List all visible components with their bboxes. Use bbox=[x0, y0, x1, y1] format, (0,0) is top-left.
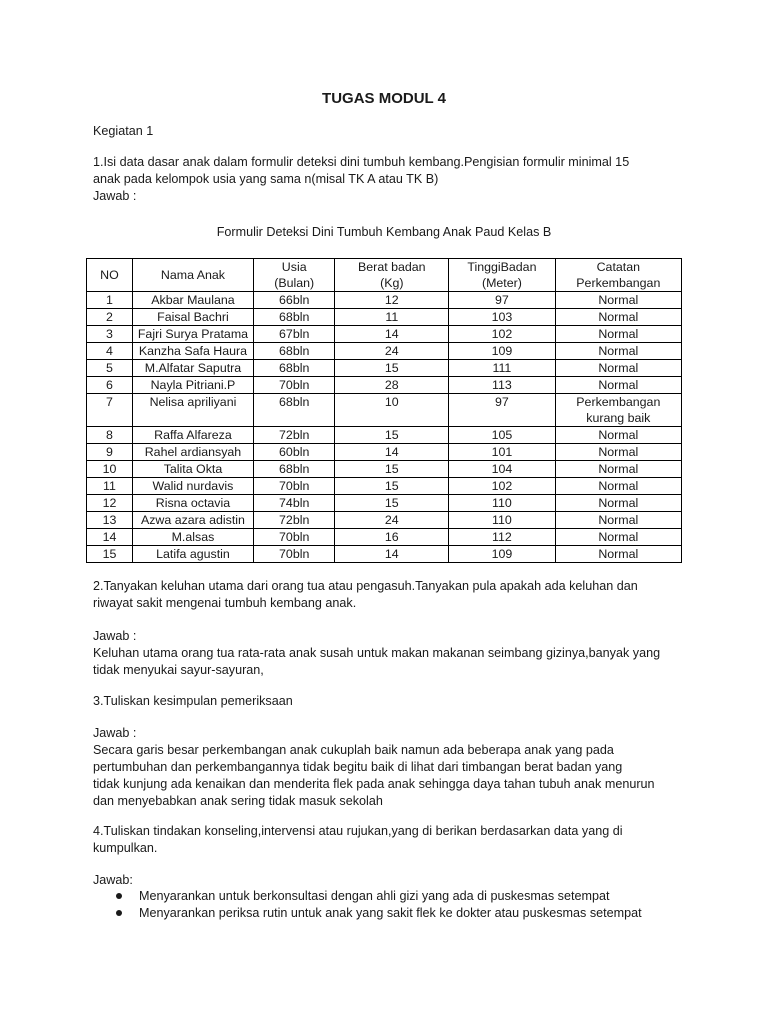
answer-2-line: tidak menyukai sayur-sayuran, bbox=[93, 663, 264, 677]
cell-notes: Normal bbox=[555, 292, 681, 309]
cell-name: Fajri Surya Pratama bbox=[132, 326, 253, 343]
cell-name: M.alsas bbox=[132, 529, 253, 546]
answer-3-line: tidak kunjung ada kenaikan dan menderita flek pada anak sehingga daya tahan tubuh anak menurun bbox=[93, 777, 655, 791]
cell-age: 66bln bbox=[254, 292, 335, 309]
question-4-line: 4.Tuliskan tindakan konseling,intervensi atau rujukan,yang di berikan berdasarkan data yang di bbox=[93, 824, 623, 838]
table-row bbox=[87, 377, 682, 394]
table-row bbox=[87, 343, 682, 360]
cell-no: 13 bbox=[87, 512, 133, 529]
cell-no: 14 bbox=[87, 529, 133, 546]
cell-no: 12 bbox=[87, 495, 133, 512]
cell-age: 68bln bbox=[254, 360, 335, 377]
cell-notes: Normal bbox=[555, 377, 681, 394]
cell-name: M.Alfatar Saputra bbox=[132, 360, 253, 377]
header-name: Nama Anak bbox=[132, 259, 253, 292]
table-row bbox=[87, 546, 682, 563]
cell-age: 68bln bbox=[254, 394, 335, 427]
question-3: 3.Tuliskan kesimpulan pemeriksaan bbox=[93, 694, 293, 708]
cell-notes: Normal bbox=[555, 546, 681, 563]
list-item-text: Menyarankan untuk berkonsultasi dengan ahli gizi yang ada di puskesmas setempat bbox=[139, 889, 610, 903]
cell-weight: 24 bbox=[335, 512, 449, 529]
cell-age: 70bln bbox=[254, 546, 335, 563]
cell-notes: Perkembangan kurang baik bbox=[555, 394, 681, 427]
question-2-line: 2.Tanyakan keluhan utama dari orang tua atau pengasuh.Tanyakan pula apakah ada keluhan dan bbox=[93, 579, 638, 593]
cell-height: 103 bbox=[449, 309, 555, 326]
cell-notes: Normal bbox=[555, 461, 681, 478]
cell-notes: Normal bbox=[555, 427, 681, 444]
cell-height: 109 bbox=[449, 546, 555, 563]
cell-no: 7 bbox=[87, 394, 133, 427]
cell-height: 97 bbox=[449, 394, 555, 427]
question-1 bbox=[93, 154, 683, 205]
header-age: Usia (Bulan) bbox=[254, 259, 335, 292]
cell-weight: 24 bbox=[335, 343, 449, 360]
cell-no: 9 bbox=[87, 444, 133, 461]
cell-height: 110 bbox=[449, 495, 555, 512]
cell-height: 111 bbox=[449, 360, 555, 377]
cell-weight: 12 bbox=[335, 292, 449, 309]
cell-weight: 16 bbox=[335, 529, 449, 546]
table-row bbox=[87, 394, 682, 427]
table-row bbox=[87, 529, 682, 546]
answer-3 bbox=[93, 725, 683, 810]
cell-notes: Normal bbox=[555, 360, 681, 377]
cell-no: 3 bbox=[87, 326, 133, 343]
cell-name: Rahel ardiansyah bbox=[132, 444, 253, 461]
cell-height: 104 bbox=[449, 461, 555, 478]
form-title: Formulir Deteksi Dini Tumbuh Kembang Anak Paud Kelas B bbox=[216, 225, 552, 239]
cell-height: 113 bbox=[449, 377, 555, 394]
cell-age: 68bln bbox=[254, 309, 335, 326]
cell-age: 68bln bbox=[254, 343, 335, 360]
cell-age: 70bln bbox=[254, 529, 335, 546]
cell-age: 68bln bbox=[254, 461, 335, 478]
question-2 bbox=[93, 578, 683, 612]
cell-no: 11 bbox=[87, 478, 133, 495]
activity-label: Kegiatan 1 bbox=[93, 124, 154, 138]
cell-name: Azwa azara adistin bbox=[132, 512, 253, 529]
bullet-icon bbox=[116, 893, 122, 899]
cell-height: 101 bbox=[449, 444, 555, 461]
cell-no: 5 bbox=[87, 360, 133, 377]
cell-height: 112 bbox=[449, 529, 555, 546]
cell-notes: Normal bbox=[555, 495, 681, 512]
cell-height: 97 bbox=[449, 292, 555, 309]
cell-name: Latifa agustin bbox=[132, 546, 253, 563]
cell-name: Kanzha Safa Haura bbox=[132, 343, 253, 360]
cell-no: 15 bbox=[87, 546, 133, 563]
cell-no: 6 bbox=[87, 377, 133, 394]
bullet-list bbox=[93, 888, 713, 922]
table-row bbox=[87, 427, 682, 444]
cell-age: 72bln bbox=[254, 512, 335, 529]
cell-name: Walid nurdavis bbox=[132, 478, 253, 495]
cell-name: Faisal Bachri bbox=[132, 309, 253, 326]
cell-weight: 15 bbox=[335, 360, 449, 377]
cell-name: Akbar Maulana bbox=[132, 292, 253, 309]
cell-age: 72bln bbox=[254, 427, 335, 444]
cell-age: 70bln bbox=[254, 377, 335, 394]
cell-no: 8 bbox=[87, 427, 133, 444]
cell-weight: 10 bbox=[335, 394, 449, 427]
question-4-line: kumpulkan. bbox=[93, 841, 158, 855]
cell-height: 102 bbox=[449, 478, 555, 495]
question-1-line: anak pada kelompok usia yang sama n(misal TK A atau TK B) bbox=[93, 172, 439, 186]
cell-no: 10 bbox=[87, 461, 133, 478]
cell-weight: 15 bbox=[335, 427, 449, 444]
table-row bbox=[87, 444, 682, 461]
header-notes: Catatan Perkembangan bbox=[555, 259, 681, 292]
page-title: TUGAS MODUL 4 bbox=[322, 90, 446, 107]
cell-weight: 15 bbox=[335, 478, 449, 495]
table-header-row bbox=[87, 259, 682, 292]
cell-no: 4 bbox=[87, 343, 133, 360]
cell-weight: 28 bbox=[335, 377, 449, 394]
answer-2-line: Keluhan utama orang tua rata-rata anak susah untuk makan makanan seimbang gizinya,banyak yang bbox=[93, 646, 661, 660]
table-body bbox=[87, 292, 682, 563]
cell-age: 70bln bbox=[254, 478, 335, 495]
answer-3-line: dan menyebabkan anak sering tidak masuk sekolah bbox=[93, 794, 383, 808]
answer-label: Jawab : bbox=[93, 726, 137, 740]
table-row bbox=[87, 461, 682, 478]
cell-no: 2 bbox=[87, 309, 133, 326]
list-item bbox=[93, 905, 713, 922]
table-row bbox=[87, 360, 682, 377]
header-no: NO bbox=[87, 259, 133, 292]
header-height: TinggiBadan (Meter) bbox=[449, 259, 555, 292]
cell-name: Raffa Alfareza bbox=[132, 427, 253, 444]
question-4 bbox=[93, 823, 683, 857]
table-row bbox=[87, 309, 682, 326]
cell-weight: 14 bbox=[335, 444, 449, 461]
answer-3-line: Secara garis besar perkembangan anak cukuplah baik namun ada beberapa anak yang pada bbox=[93, 743, 614, 757]
bullet-icon bbox=[116, 910, 122, 916]
cell-notes: Normal bbox=[555, 529, 681, 546]
table-row bbox=[87, 512, 682, 529]
table-row bbox=[87, 326, 682, 343]
answer-label: Jawab : bbox=[93, 629, 137, 643]
cell-age: 67bln bbox=[254, 326, 335, 343]
question-2-line: riwayat sakit mengenai tumbuh kembang anak. bbox=[93, 596, 357, 610]
answer-3-line: pertumbuhan dan perkembangannya tidak begitu baik di lihat dari timbangan berat badan yang bbox=[93, 760, 623, 774]
cell-weight: 14 bbox=[335, 326, 449, 343]
table-row bbox=[87, 495, 682, 512]
header-weight: Berat badan (Kg) bbox=[335, 259, 449, 292]
list-item-text: Menyarankan periksa rutin untuk anak yang sakit flek ke dokter atau puskesmas setempat bbox=[139, 906, 642, 920]
cell-notes: Normal bbox=[555, 309, 681, 326]
cell-height: 102 bbox=[449, 326, 555, 343]
table-row bbox=[87, 478, 682, 495]
cell-height: 105 bbox=[449, 427, 555, 444]
answer-label: Jawab : bbox=[93, 189, 137, 203]
cell-weight: 14 bbox=[335, 546, 449, 563]
growth-form-table bbox=[86, 258, 682, 563]
cell-weight: 15 bbox=[335, 461, 449, 478]
cell-no: 1 bbox=[87, 292, 133, 309]
cell-notes: Normal bbox=[555, 478, 681, 495]
table-row bbox=[87, 292, 682, 309]
cell-notes: Normal bbox=[555, 326, 681, 343]
cell-name: Nayla Pitriani.P bbox=[132, 377, 253, 394]
cell-weight: 15 bbox=[335, 495, 449, 512]
cell-name: Talita Okta bbox=[132, 461, 253, 478]
cell-age: 74bln bbox=[254, 495, 335, 512]
cell-height: 110 bbox=[449, 512, 555, 529]
cell-height: 109 bbox=[449, 343, 555, 360]
cell-weight: 11 bbox=[335, 309, 449, 326]
answer-label: Jawab: bbox=[93, 873, 133, 887]
cell-name: Risna octavia bbox=[132, 495, 253, 512]
cell-age: 60bln bbox=[254, 444, 335, 461]
cell-notes: Normal bbox=[555, 444, 681, 461]
list-item bbox=[93, 888, 713, 905]
question-1-line: 1.Isi data dasar anak dalam formulir deteksi dini tumbuh kembang.Pengisian formulir minimal 15 bbox=[93, 155, 630, 169]
cell-notes: Normal bbox=[555, 512, 681, 529]
cell-notes: Normal bbox=[555, 343, 681, 360]
cell-name: Nelisa apriliyani bbox=[132, 394, 253, 427]
answer-2 bbox=[93, 628, 683, 679]
